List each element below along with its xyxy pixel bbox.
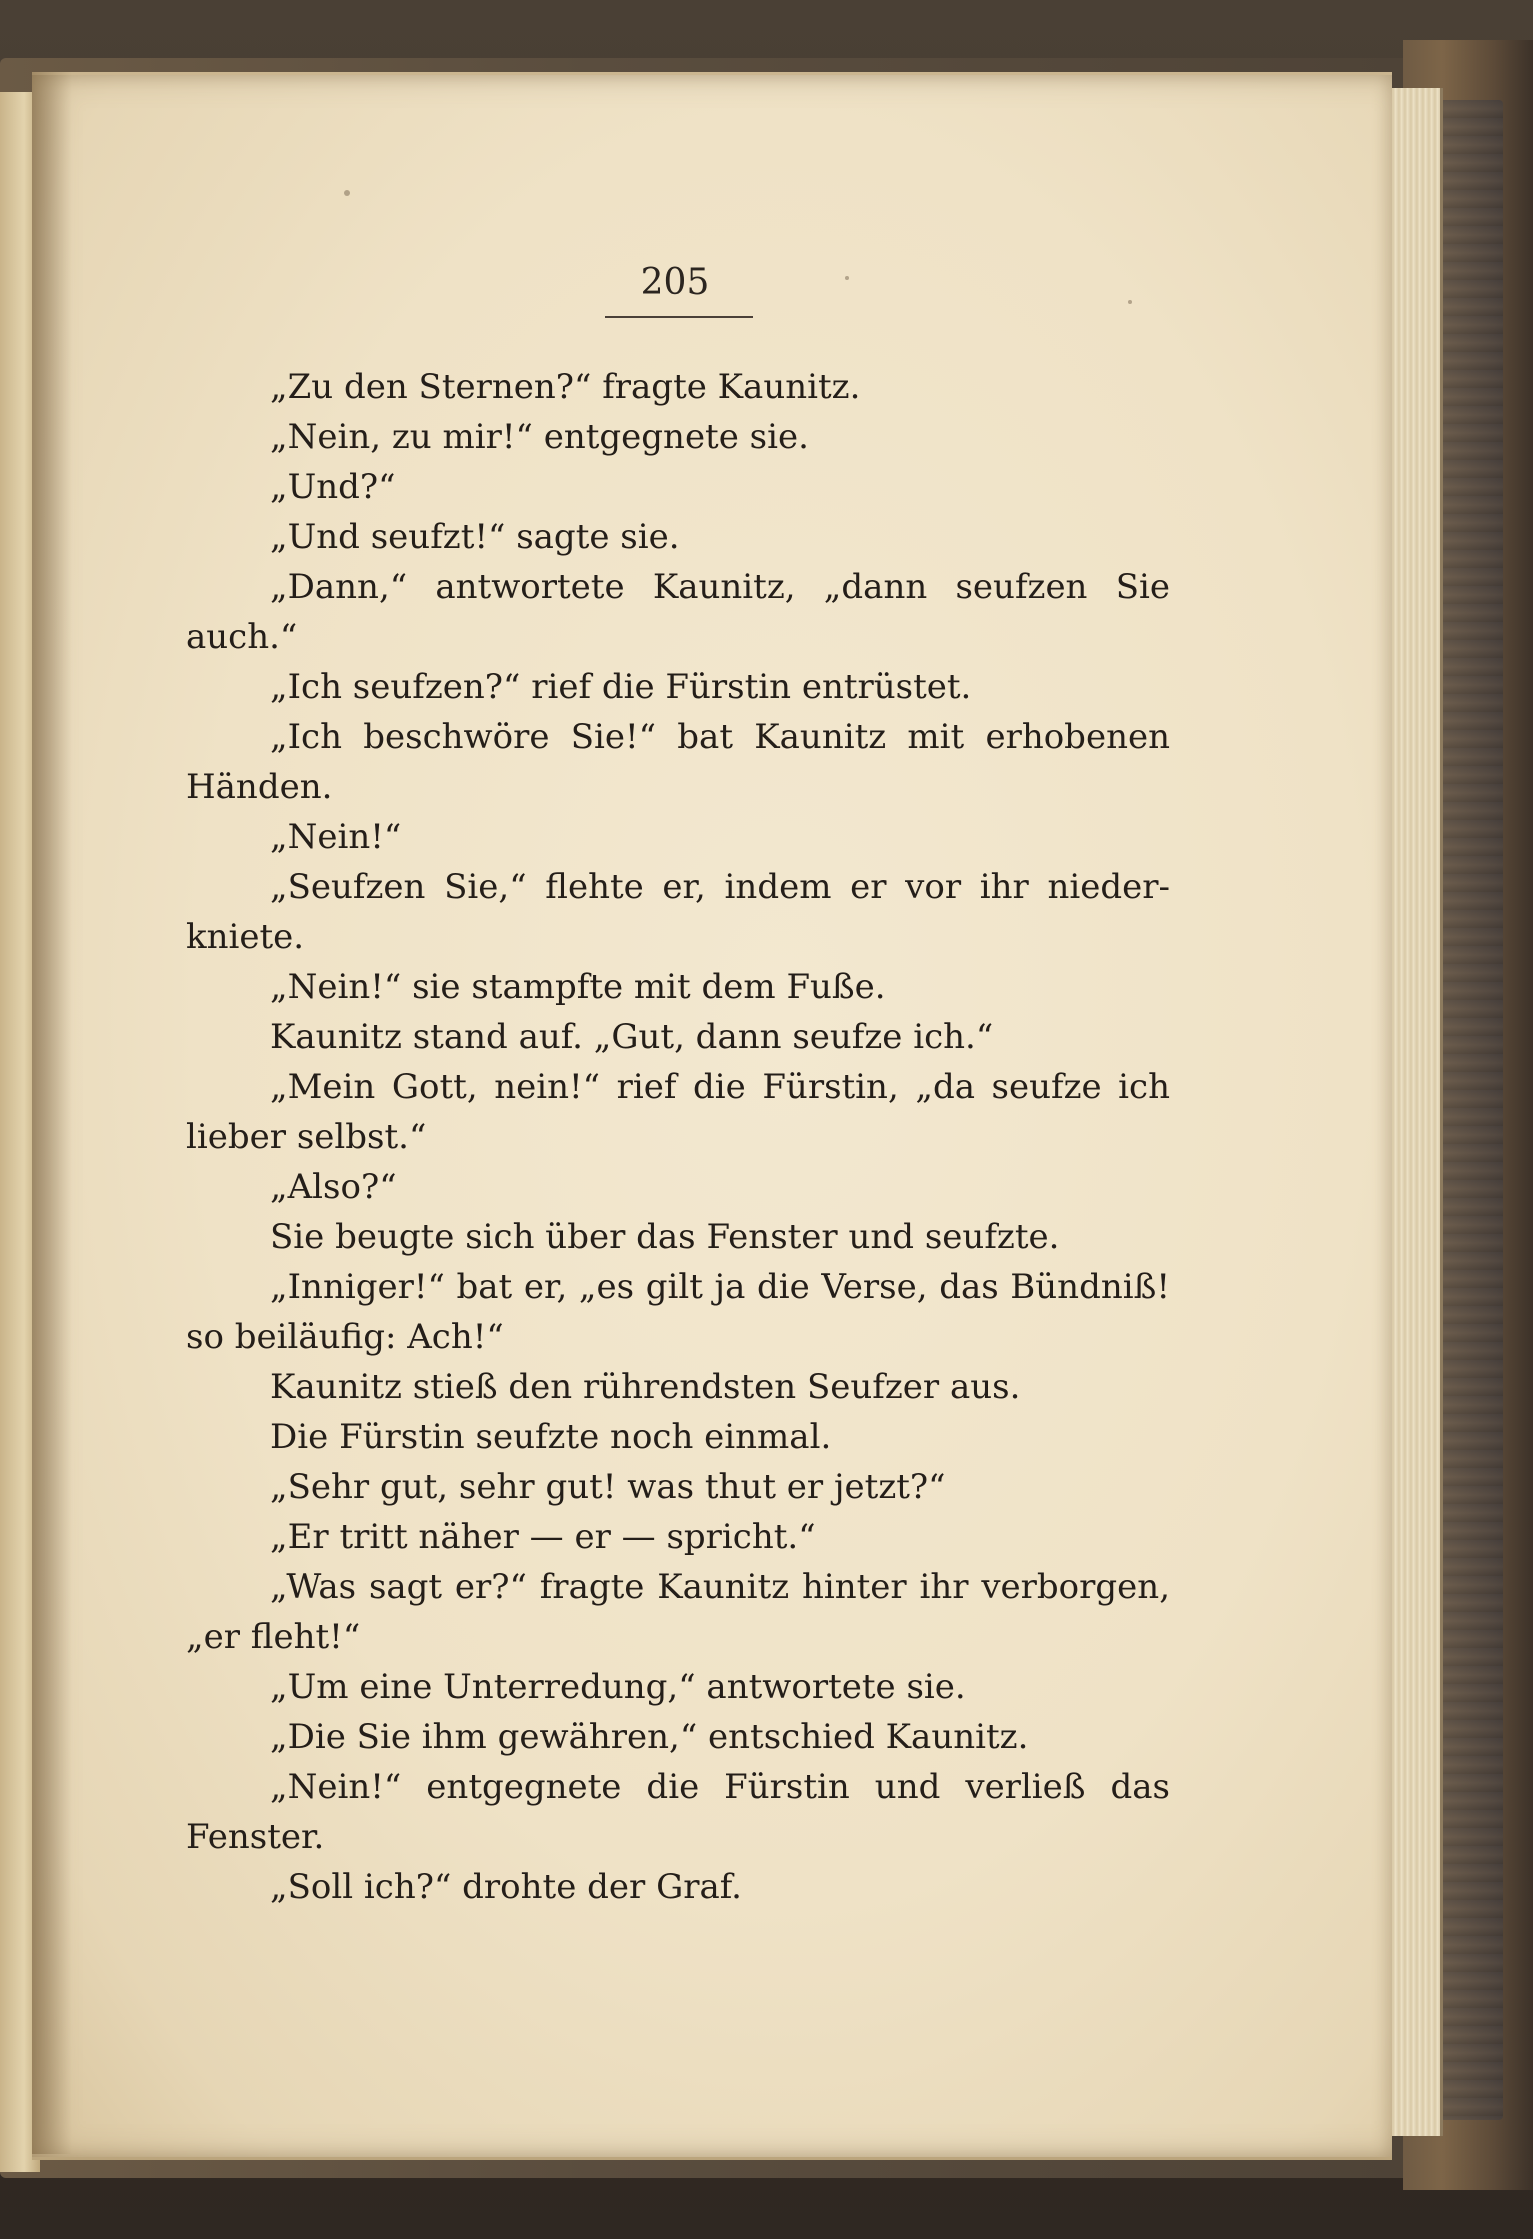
paragraph: Die Fürstin seufzte noch einmal. bbox=[270, 1417, 832, 1457]
header-rule bbox=[605, 316, 753, 318]
paragraph: „Und?“ bbox=[270, 467, 396, 507]
paragraph: „Er tritt näher — er — spricht.“ bbox=[270, 1517, 816, 1557]
paragraph: „Nein!“ entgegnete die Fürstin und verließ das Fenster. bbox=[186, 1767, 1170, 1857]
paragraph: „Nein!“ bbox=[270, 817, 402, 857]
paragraph: „Sehr gut, sehr gut! was thut er jetzt?“ bbox=[270, 1467, 946, 1507]
paragraph: „Nein, zu mir!“ entgegnete sie. bbox=[270, 417, 809, 457]
paragraph: „Um eine Unterredung,“ antwortete sie. bbox=[270, 1667, 966, 1707]
paragraph: Kaunitz stand auf. „Gut, dann seufze ich.“ bbox=[270, 1017, 994, 1057]
page-body bbox=[186, 362, 1170, 1912]
paragraph: „Was sagt er?“ fragte Kaunitz hinter ihr verborgen, „er fleht!“ bbox=[186, 1567, 1170, 1657]
paper-speck bbox=[845, 276, 849, 280]
paragraph: „Soll ich?“ drohte der Graf. bbox=[270, 1867, 742, 1907]
paragraph: „Zu den Sternen?“ fragte Kaunitz. bbox=[270, 367, 861, 407]
paragraph: „Und seufzt!“ sagte sie. bbox=[270, 517, 680, 557]
paragraph: Sie beugte sich über das Fenster und seufzte. bbox=[270, 1217, 1060, 1257]
page-number: 205 bbox=[640, 262, 710, 303]
paragraph: „Ich seufzen?“ rief die Fürstin entrüstet. bbox=[270, 667, 972, 707]
paper-speck bbox=[1128, 300, 1132, 304]
paragraph: „Also?“ bbox=[270, 1167, 397, 1207]
paragraph: „Inniger!“ bat er, „es gilt ja die Verse, das Bündniß! so beiläufig: Ach!“ bbox=[186, 1267, 1170, 1357]
paragraph: „Nein!“ sie stampfte mit dem Fuße. bbox=[270, 967, 886, 1007]
paragraph: Kaunitz stieß den rührendsten Seufzer aus. bbox=[270, 1367, 1021, 1407]
paragraph: „Ich beschwöre Sie!“ bat Kaunitz mit erhobenen Händen. bbox=[186, 717, 1170, 807]
paper-speck bbox=[344, 190, 350, 196]
paragraph: „Dann,“ antwortete Kaunitz, „dann seufzen Sie auch.“ bbox=[186, 567, 1170, 657]
gutter-shadow bbox=[32, 72, 72, 2154]
paragraph: „Mein Gott, nein!“ rief die Fürstin, „da seufze ich lieber selbst.“ bbox=[186, 1067, 1170, 1157]
paragraph: „Die Sie ihm gewähren,“ entschied Kaunitz. bbox=[270, 1717, 1029, 1757]
paragraph: „Seufzen Sie,“ flehte er, indem er vor ihr nieder-kniete. bbox=[186, 867, 1170, 957]
